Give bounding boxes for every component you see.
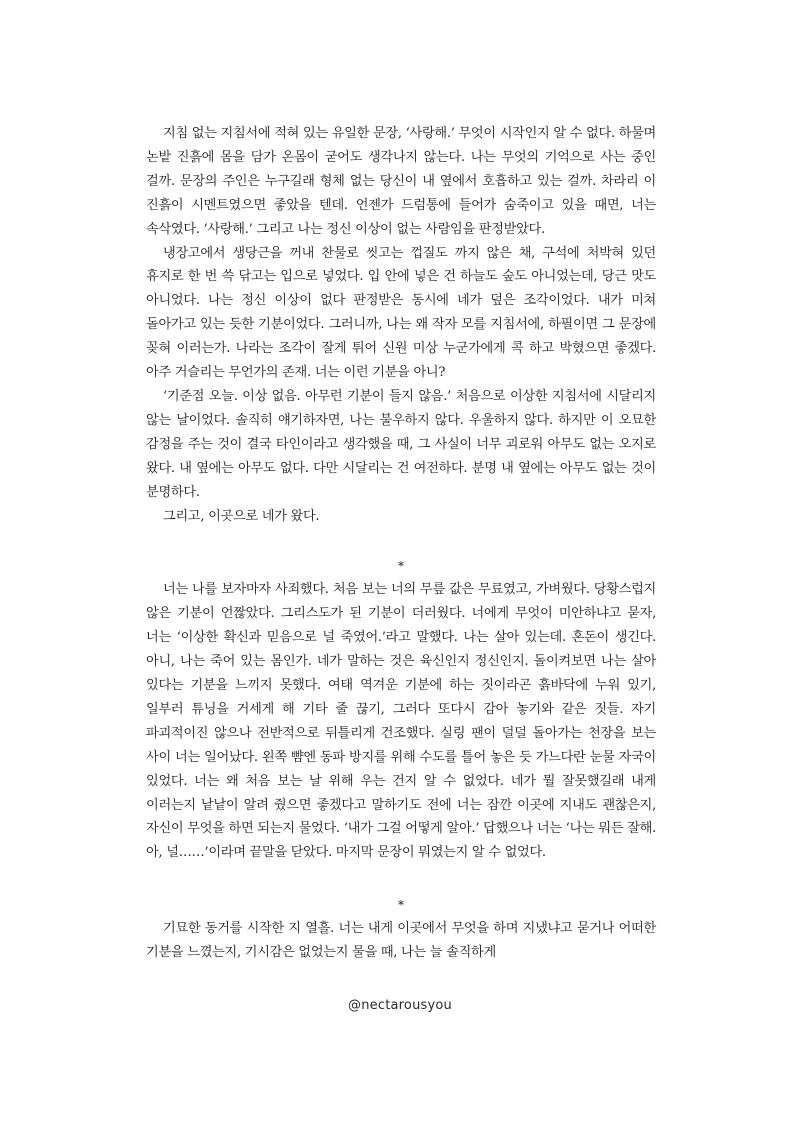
section-spacer	[146, 865, 656, 893]
paragraph: 지침 없는 지침서에 적혀 있는 유일한 문장, ‘사랑해.’ 무엇이 시작인지 알 수 없다. 하물며 논밭 진흙에 몸을 담가 온몸이 굳어도 생각나지 않는다. 나는 무엇의 기억으로 사는 중인 걸까. 문장의 주인은 누구길래 형체 없는 당신이 내 옆에서 호흡하고 있는 걸까. 차라리 이 진흙이 시멘트였으면 좋았을 텐데. 언젠가 드럼통에 들어가 숨죽이고 있을 때면, 너는 속삭였다. ‘사랑해.’ 그리고 나는 정신 이상이 없는 사람임을 판정받았다.	[146, 126, 656, 237]
paragraph: 기묘한 동거를 시작한 지 열흘. 너는 내게 이곳에서 무엇을 하며 지냈냐고 묻거나 어떠한 기분을 느꼈는지, 기시감은 없었는지 물을 때, 나는 늘 솔직하게	[146, 921, 656, 961]
paragraph: 그리고, 이곳으로 네가 왔다.	[163, 508, 320, 524]
section-separator: *	[398, 898, 404, 913]
section-spacer	[146, 528, 656, 554]
section-separator: *	[398, 559, 404, 574]
paragraph: 냉장고에서 생당근을 꺼내 찬물로 씻고는 껍질도 까지 않은 채, 구석에 처박혀 있던 휴지로 한 번 쓱 닦고는 입으로 넣었다. 입 안에 넣은 건 하늘도 숲도 아니었는데, 당근 맛도 아니었다. 나는 정신 이상이 없다 판정받은 동시에 네가 덮은 조각이었다. 내가 미쳐 돌아가고 있는 듯한 기분이었다. 그러니까, 나는 왜 작자 모를 지침서에, 하필이면 그 문장에 꽂혀 이러는가. 나라는 조각이 잘게 튀어 신원 미상 누군가에게 콕 하고 박혔으면 좋겠다. 아주 거슬리는 무언가의 존재. 너는 이런 기분을 아니?	[146, 245, 656, 381]
document-page	[146, 122, 656, 965]
paragraph: 너는 나를 보자마자 사죄했다. 처음 보는 너의 무릎 값은 무료였고, 가벼웠다. 당황스럽지 않은 기분이 언짢았다. 그리스도가 된 기분이 더러웠다. 너에게 무엇이 미안하냐고 묻자, 너는 ‘이상한 확신과 믿음으로 널 죽였어.’라고 말했다. 나는 살아 있는데. 혼돈이 생긴다. 아니, 나는 죽어 있는 몸인가. 네가 말하는 것은 육신인지 정신인지. 돌이켜보면 나는 살아 있다는 기분을 느끼지 못했다. 여태 역겨운 기분에 하는 짓이라곤 흙바닥에 누워 있기, 일부러 튜닝을 거세게 해 기타 줄 끊기, 그러다 또다시 감아 놓기와 같은 짓들. 자기 파괴적이진 않으나 전반적으로 뒤틀리게 건조했다. 실링 팬이 덜덜 돌아가는 천장을 보는 사이 너는 일어났다. 왼쪽 뺨엔 동파 방지를 위해 수도를 틀어 놓은 듯 가느다란 눈물 자국이 있었다. 너는 왜 처음 보는 날 위해 우는 건지 알 수 없었다. 네가 뭘 잘못했길래 내게 이러는지 낱낱이 알려 줬으면 좋겠다고 말하기도 전에 너는 잠깐 이곳에 지내도 괜찮은지, 자신이 무엇을 하면 되는지 물었다. ‘내가 그걸 어떻게 알아.’ 답했으나 너는 ‘나는 뭐든 잘해. 아, 널……’이라며 끝말을 닫았다. 마지막 문장이 뭐였는지 알 수 없었다.	[146, 582, 656, 861]
paragraph: ‘기준점 오늘. 이상 없음. 아무런 기분이 들지 않음.’ 처음으로 이상한 지침서에 시달리지 않는 날이었다. 솔직히 얘기하자면, 나는 불우하지 않다. 우울하지 않다. 하지만 이 오묘한 감정을 주는 것이 결국 타인이라고 생각했을 때, 그 사실이 너무 괴로워 아무도 없는 오지로 왔다. 내 옆에는 아무도 없다. 다만 시달리는 건 여전하다. 분명 내 옆에는 아무도 없는 것이 분명하다.	[146, 388, 656, 500]
author-handle: @nectarousyou	[348, 998, 452, 1013]
